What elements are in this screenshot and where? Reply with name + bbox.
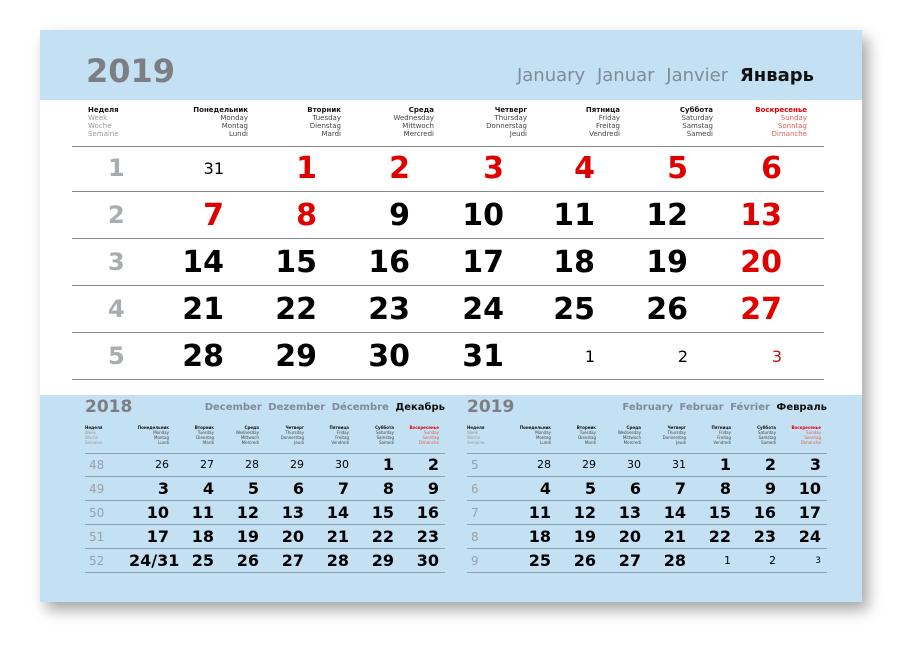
day-cell: 1 bbox=[719, 455, 731, 474]
weekday-name-de: Mittwoch bbox=[622, 435, 641, 440]
mini-month-names bbox=[619, 402, 827, 413]
day-cell: 30 bbox=[335, 458, 349, 471]
week-row bbox=[72, 146, 824, 192]
day-cell: 10 bbox=[462, 198, 504, 233]
day-cell: 28 bbox=[245, 458, 259, 471]
weekday-name-de: Montag bbox=[536, 435, 551, 440]
weekday-header-cell bbox=[530, 106, 620, 138]
day-cell: 18 bbox=[528, 527, 551, 546]
weekday-name-en: Sunday bbox=[806, 430, 821, 435]
week-row bbox=[72, 240, 824, 286]
day-cell: 2 bbox=[769, 554, 776, 567]
day-cell: 3 bbox=[771, 347, 782, 366]
weekday-name-ru: Суббота bbox=[375, 425, 394, 430]
day-cell: 14 bbox=[182, 245, 224, 280]
day-cell: 11 bbox=[528, 503, 551, 522]
day-cell: 12 bbox=[573, 503, 596, 522]
main-month-names bbox=[511, 65, 814, 86]
day-cell: 9 bbox=[764, 479, 776, 498]
weekday-name-de: Samstag bbox=[758, 435, 776, 440]
weekday-header-cell bbox=[350, 425, 394, 445]
next-month-calendar bbox=[467, 395, 827, 595]
weekday-name-en: Friday bbox=[718, 430, 731, 435]
weekday-name-de: Mittwoch bbox=[240, 435, 259, 440]
day-cell: 16 bbox=[416, 503, 439, 522]
weekday-name-fr: Samedi bbox=[761, 440, 776, 445]
weekday-name-de: Woche bbox=[467, 435, 481, 440]
weekday-name-fr: Jeudi bbox=[509, 130, 527, 138]
weekday-name-fr: Vendredi bbox=[589, 130, 620, 138]
weekday-name-de: Samstag bbox=[376, 435, 394, 440]
weekday-name-en: Saturday bbox=[681, 114, 713, 122]
day-cell: 19 bbox=[573, 527, 596, 546]
day-cell: 9 bbox=[427, 479, 439, 498]
weekday-name-fr: Mercredi bbox=[623, 440, 641, 445]
day-cell: 15 bbox=[275, 245, 317, 280]
weekday-name-ru: Четверг bbox=[667, 425, 686, 430]
day-cell: 25 bbox=[191, 551, 214, 570]
weekday-name-de: Mittwoch bbox=[402, 122, 434, 130]
weekday-header-cell bbox=[717, 106, 807, 138]
day-cell: 30 bbox=[368, 339, 410, 374]
prev-month-calendar bbox=[85, 395, 445, 595]
weekday-name-fr: Vendredi bbox=[713, 440, 731, 445]
weekday-header-cell bbox=[642, 425, 686, 445]
day-cell: 18 bbox=[553, 245, 595, 280]
week-number: 5 bbox=[471, 458, 479, 472]
weekday-header-cell bbox=[437, 106, 527, 138]
day-cell: 23 bbox=[368, 292, 410, 327]
day-cell: 26 bbox=[573, 551, 596, 570]
weekday-header-cell bbox=[623, 106, 713, 138]
weekday-name-de: Dienstag bbox=[196, 435, 214, 440]
day-cell: 31 bbox=[462, 339, 504, 374]
day-cell: 18 bbox=[191, 527, 214, 546]
day-cell: 6 bbox=[761, 151, 782, 186]
week-number: 6 bbox=[471, 482, 479, 496]
day-cell: 25 bbox=[553, 292, 595, 327]
weekday-name-en: Tuesday bbox=[197, 430, 214, 435]
weekday-name-en: Thursday bbox=[667, 430, 686, 435]
weekday-name-ru: Пятница bbox=[329, 425, 349, 430]
calendar-sheet bbox=[40, 30, 862, 602]
week-row bbox=[467, 453, 827, 477]
day-cell: 4 bbox=[539, 479, 551, 498]
month-name-fr: Décembre bbox=[331, 402, 389, 413]
weekday-name-de: Woche bbox=[88, 122, 112, 130]
week-number: 48 bbox=[89, 458, 105, 472]
week-number: 3 bbox=[108, 248, 125, 276]
month-name-ru: Декабрь bbox=[395, 402, 445, 413]
weekday-name-ru: Неделя bbox=[85, 425, 103, 430]
weekday-name-en: Friday bbox=[598, 114, 620, 122]
day-cell: 2 bbox=[764, 455, 776, 474]
weekday-name-ru: Воскресенье bbox=[791, 425, 821, 430]
weekday-name-ru: Суббота bbox=[757, 425, 776, 430]
weekday-name-fr: Semaine bbox=[88, 130, 119, 138]
weekday-name-ru: Суббота bbox=[679, 106, 713, 114]
day-cell: 11 bbox=[191, 503, 214, 522]
weekday-name-fr: Mercredi bbox=[241, 440, 259, 445]
day-cell: 29 bbox=[275, 339, 317, 374]
weekday-header-cell bbox=[467, 425, 511, 445]
weekday-name-en: Thursday bbox=[285, 430, 304, 435]
week-number: 51 bbox=[89, 530, 105, 544]
weekday-name-de: Montag bbox=[154, 435, 169, 440]
month-name-fr: Janvier bbox=[666, 65, 729, 86]
weekday-header-cell bbox=[597, 425, 641, 445]
weekday-header-cell bbox=[305, 425, 349, 445]
weekday-header-cell bbox=[687, 425, 731, 445]
day-cell: 17 bbox=[462, 245, 504, 280]
day-cell: 13 bbox=[281, 503, 304, 522]
weekday-name-fr: Dimanche bbox=[418, 440, 439, 445]
day-cell: 12 bbox=[236, 503, 259, 522]
day-cell: 28 bbox=[326, 551, 349, 570]
day-cell: 29 bbox=[582, 458, 596, 471]
day-cell: 12 bbox=[646, 198, 688, 233]
week-number: 1 bbox=[108, 154, 125, 182]
weekday-header-cell bbox=[158, 106, 248, 138]
day-cell: 21 bbox=[182, 292, 224, 327]
week-number: 5 bbox=[108, 342, 125, 370]
weekday-header-cell bbox=[85, 425, 129, 445]
month-name-de: Dezember bbox=[268, 402, 326, 413]
weekday-name-de: Sonntag bbox=[422, 435, 439, 440]
day-cell: 4 bbox=[574, 151, 595, 186]
day-cell: 29 bbox=[290, 458, 304, 471]
weekday-name-fr: Jeudi bbox=[676, 440, 686, 445]
day-cell: 13 bbox=[618, 503, 641, 522]
weekday-header bbox=[40, 106, 862, 146]
week-row bbox=[72, 193, 824, 239]
day-cell: 1 bbox=[382, 455, 394, 474]
day-cell: 20 bbox=[740, 245, 782, 280]
day-cell: 24/31 bbox=[129, 551, 180, 570]
weekday-name-de: Freitag bbox=[335, 435, 349, 440]
day-cell: 5 bbox=[247, 479, 259, 498]
weekday-name-ru: Неделя bbox=[88, 106, 119, 114]
day-cell: 1 bbox=[296, 151, 317, 186]
weekday-name-en: Tuesday bbox=[312, 114, 341, 122]
weekday-name-en: Week bbox=[467, 430, 478, 435]
day-cell: 21 bbox=[663, 527, 686, 546]
day-cell: 14 bbox=[326, 503, 349, 522]
day-cell: 23 bbox=[753, 527, 776, 546]
day-cell: 27 bbox=[200, 458, 214, 471]
day-cell: 31 bbox=[203, 159, 224, 178]
main-year: 2019 bbox=[86, 52, 176, 90]
weekday-name-de: Sonntag bbox=[777, 122, 807, 130]
month-name-ru: Январь bbox=[739, 65, 814, 86]
week-row bbox=[72, 287, 824, 333]
weekday-name-fr: Dimanche bbox=[800, 440, 821, 445]
weekday-name-ru: Понедельник bbox=[137, 425, 169, 430]
week-number: 9 bbox=[471, 554, 479, 568]
day-cell: 26 bbox=[646, 292, 688, 327]
weekday-name-ru: Понедельник bbox=[193, 106, 248, 114]
weekday-name-ru: Среда bbox=[244, 425, 259, 430]
weekday-name-fr: Dimanche bbox=[771, 130, 807, 138]
day-cell: 30 bbox=[627, 458, 641, 471]
day-cell: 30 bbox=[416, 551, 439, 570]
weekday-name-fr: Semaine bbox=[467, 440, 485, 445]
weekday-name-fr: Samedi bbox=[686, 130, 713, 138]
weekday-name-de: Samstag bbox=[682, 122, 713, 130]
weekday-name-en: Monday bbox=[220, 114, 248, 122]
month-name-en: January bbox=[516, 65, 586, 86]
day-cell: 1 bbox=[584, 347, 595, 366]
weekday-header-cell bbox=[170, 425, 214, 445]
month-name-fr: Février bbox=[730, 402, 770, 413]
weekday-name-de: Donnerstag bbox=[662, 435, 686, 440]
weekday-name-fr: Lundi bbox=[158, 440, 169, 445]
day-cell: 8 bbox=[382, 479, 394, 498]
week-number: 49 bbox=[89, 482, 105, 496]
day-cell: 27 bbox=[618, 551, 641, 570]
weekday-name-fr: Vendredi bbox=[331, 440, 349, 445]
day-cell: 29 bbox=[371, 551, 394, 570]
row-divider bbox=[72, 191, 824, 192]
day-cell: 3 bbox=[157, 479, 169, 498]
day-cell: 4 bbox=[202, 479, 214, 498]
weekday-name-en: Wednesday bbox=[617, 430, 641, 435]
week-row bbox=[72, 334, 824, 380]
weekday-name-fr: Lundi bbox=[540, 440, 551, 445]
day-cell: 1 bbox=[724, 554, 731, 567]
day-cell: 2 bbox=[427, 455, 439, 474]
weekday-name-en: Friday bbox=[336, 430, 349, 435]
weekday-name-en: Tuesday bbox=[579, 430, 596, 435]
day-cell: 26 bbox=[236, 551, 259, 570]
month-name-en: December bbox=[204, 402, 262, 413]
day-cell: 28 bbox=[663, 551, 686, 570]
week-number: 8 bbox=[471, 530, 479, 544]
day-cell: 27 bbox=[281, 551, 304, 570]
day-cell: 6 bbox=[629, 479, 641, 498]
month-name-de: Februar bbox=[679, 402, 724, 413]
week-row bbox=[85, 477, 445, 501]
day-cell: 16 bbox=[753, 503, 776, 522]
week-row bbox=[85, 525, 445, 549]
row-divider bbox=[72, 332, 824, 333]
day-cell: 24 bbox=[462, 292, 504, 327]
weekday-name-en: Wednesday bbox=[393, 114, 434, 122]
weekday-name-en: Sunday bbox=[780, 114, 807, 122]
week-number: 4 bbox=[108, 295, 125, 323]
weekday-name-ru: Вторник bbox=[576, 425, 596, 430]
weekday-name-de: Dienstag bbox=[578, 435, 596, 440]
month-name-de: Januar bbox=[596, 65, 655, 86]
day-cell: 22 bbox=[708, 527, 731, 546]
weekday-name-en: Week bbox=[88, 114, 108, 122]
day-cell: 8 bbox=[296, 198, 317, 233]
weekday-name-de: Donnerstag bbox=[280, 435, 304, 440]
weekday-name-ru: Неделя bbox=[467, 425, 485, 430]
day-cell: 2 bbox=[677, 347, 688, 366]
day-cell: 20 bbox=[281, 527, 304, 546]
weekday-name-ru: Вторник bbox=[307, 106, 341, 114]
weekday-header-cell bbox=[777, 425, 821, 445]
day-cell: 7 bbox=[674, 479, 686, 498]
weekday-name-fr: Mardi bbox=[584, 440, 596, 445]
week-row bbox=[467, 501, 827, 525]
weekday-name-fr: Mercredi bbox=[403, 130, 434, 138]
day-cell: 9 bbox=[389, 198, 410, 233]
day-cell: 7 bbox=[203, 198, 224, 233]
weekday-name-ru: Четверг bbox=[285, 425, 304, 430]
day-cell: 25 bbox=[528, 551, 551, 570]
weekday-name-en: Wednesday bbox=[235, 430, 259, 435]
day-cell: 16 bbox=[368, 245, 410, 280]
weekday-header-cell bbox=[552, 425, 596, 445]
day-cell: 5 bbox=[584, 479, 596, 498]
row-divider bbox=[72, 238, 824, 239]
weekday-name-de: Sonntag bbox=[804, 435, 821, 440]
day-cell: 19 bbox=[646, 245, 688, 280]
week-row bbox=[467, 549, 827, 573]
week-row bbox=[85, 453, 445, 477]
day-cell: 24 bbox=[798, 527, 821, 546]
weekday-name-en: Saturday bbox=[757, 430, 776, 435]
mini-month-names bbox=[202, 402, 445, 413]
weekday-name-en: Monday bbox=[535, 430, 551, 435]
day-cell: 7 bbox=[337, 479, 349, 498]
weekday-name-de: Woche bbox=[85, 435, 99, 440]
weekday-header-cell bbox=[507, 425, 551, 445]
weekday-name-de: Montag bbox=[221, 122, 248, 130]
day-cell: 10 bbox=[798, 479, 821, 498]
weekday-name-fr: Mardi bbox=[202, 440, 214, 445]
week-row bbox=[467, 477, 827, 501]
day-cell: 22 bbox=[371, 527, 394, 546]
weekday-header-cell bbox=[732, 425, 776, 445]
weekday-name-de: Freitag bbox=[717, 435, 731, 440]
weekday-name-en: Monday bbox=[153, 430, 169, 435]
weekday-name-en: Week bbox=[85, 430, 96, 435]
day-cell: 22 bbox=[275, 292, 317, 327]
row-divider bbox=[72, 379, 824, 380]
weekday-name-fr: Jeudi bbox=[294, 440, 304, 445]
month-name-en: February bbox=[622, 402, 674, 413]
weekday-name-en: Saturday bbox=[375, 430, 394, 435]
week-row bbox=[85, 549, 445, 573]
day-cell: 23 bbox=[416, 527, 439, 546]
week-number: 2 bbox=[108, 201, 125, 229]
mini-year: 2019 bbox=[467, 397, 515, 417]
week-number: 50 bbox=[89, 506, 105, 520]
day-cell: 15 bbox=[708, 503, 731, 522]
day-cell: 28 bbox=[182, 339, 224, 374]
weekday-name-fr: Mardi bbox=[321, 130, 341, 138]
day-cell: 3 bbox=[809, 455, 821, 474]
weekday-name-ru: Четверг bbox=[494, 106, 527, 114]
day-cell: 19 bbox=[236, 527, 259, 546]
day-cell: 27 bbox=[740, 292, 782, 327]
weekday-header-cell bbox=[260, 425, 304, 445]
day-cell: 26 bbox=[155, 458, 169, 471]
weekday-name-ru: Пятница bbox=[711, 425, 731, 430]
weekday-name-de: Dienstag bbox=[309, 122, 341, 130]
day-cell: 3 bbox=[483, 151, 504, 186]
day-cell: 21 bbox=[326, 527, 349, 546]
weekday-name-ru: Среда bbox=[408, 106, 434, 114]
weekday-name-en: Sunday bbox=[424, 430, 439, 435]
weekday-name-en: Thursday bbox=[494, 114, 527, 122]
weekday-name-ru: Вторник bbox=[194, 425, 214, 430]
row-divider bbox=[85, 572, 445, 573]
weekday-name-ru: Среда bbox=[626, 425, 641, 430]
weekday-name-ru: Воскресенье bbox=[409, 425, 439, 430]
day-cell: 6 bbox=[292, 479, 304, 498]
week-number: 7 bbox=[471, 506, 479, 520]
day-cell: 13 bbox=[740, 198, 782, 233]
weekday-name-ru: Понедельник bbox=[519, 425, 551, 430]
day-cell: 3 bbox=[815, 556, 821, 566]
weekday-header-cell bbox=[395, 425, 439, 445]
day-cell: 11 bbox=[553, 198, 595, 233]
weekday-header-cell bbox=[344, 106, 434, 138]
day-cell: 14 bbox=[663, 503, 686, 522]
weekday-name-fr: Samedi bbox=[379, 440, 394, 445]
day-cell: 5 bbox=[667, 151, 688, 186]
day-cell: 17 bbox=[798, 503, 821, 522]
row-divider bbox=[467, 572, 827, 573]
weekday-name-ru: Воскресенье bbox=[755, 106, 807, 114]
day-cell: 17 bbox=[146, 527, 169, 546]
weekday-name-de: Donnerstag bbox=[486, 122, 527, 130]
weekday-header-cell bbox=[251, 106, 341, 138]
day-cell: 8 bbox=[719, 479, 731, 498]
week-row bbox=[85, 501, 445, 525]
weekday-header-cell bbox=[215, 425, 259, 445]
day-cell: 10 bbox=[146, 503, 169, 522]
day-cell: 2 bbox=[389, 151, 410, 186]
day-cell: 15 bbox=[371, 503, 394, 522]
weekday-header-cell bbox=[125, 425, 169, 445]
weekday-name-de: Freitag bbox=[596, 122, 620, 130]
weekday-name-fr: Lundi bbox=[228, 130, 248, 138]
mini-year: 2018 bbox=[85, 397, 133, 417]
day-cell: 31 bbox=[672, 458, 686, 471]
week-row bbox=[467, 525, 827, 549]
month-name-ru: Февраль bbox=[776, 402, 827, 413]
day-cell: 20 bbox=[618, 527, 641, 546]
weekday-name-fr: Semaine bbox=[85, 440, 103, 445]
weekday-name-ru: Пятница bbox=[585, 106, 620, 114]
row-divider bbox=[72, 285, 824, 286]
week-number: 52 bbox=[89, 554, 105, 568]
day-cell: 28 bbox=[537, 458, 551, 471]
